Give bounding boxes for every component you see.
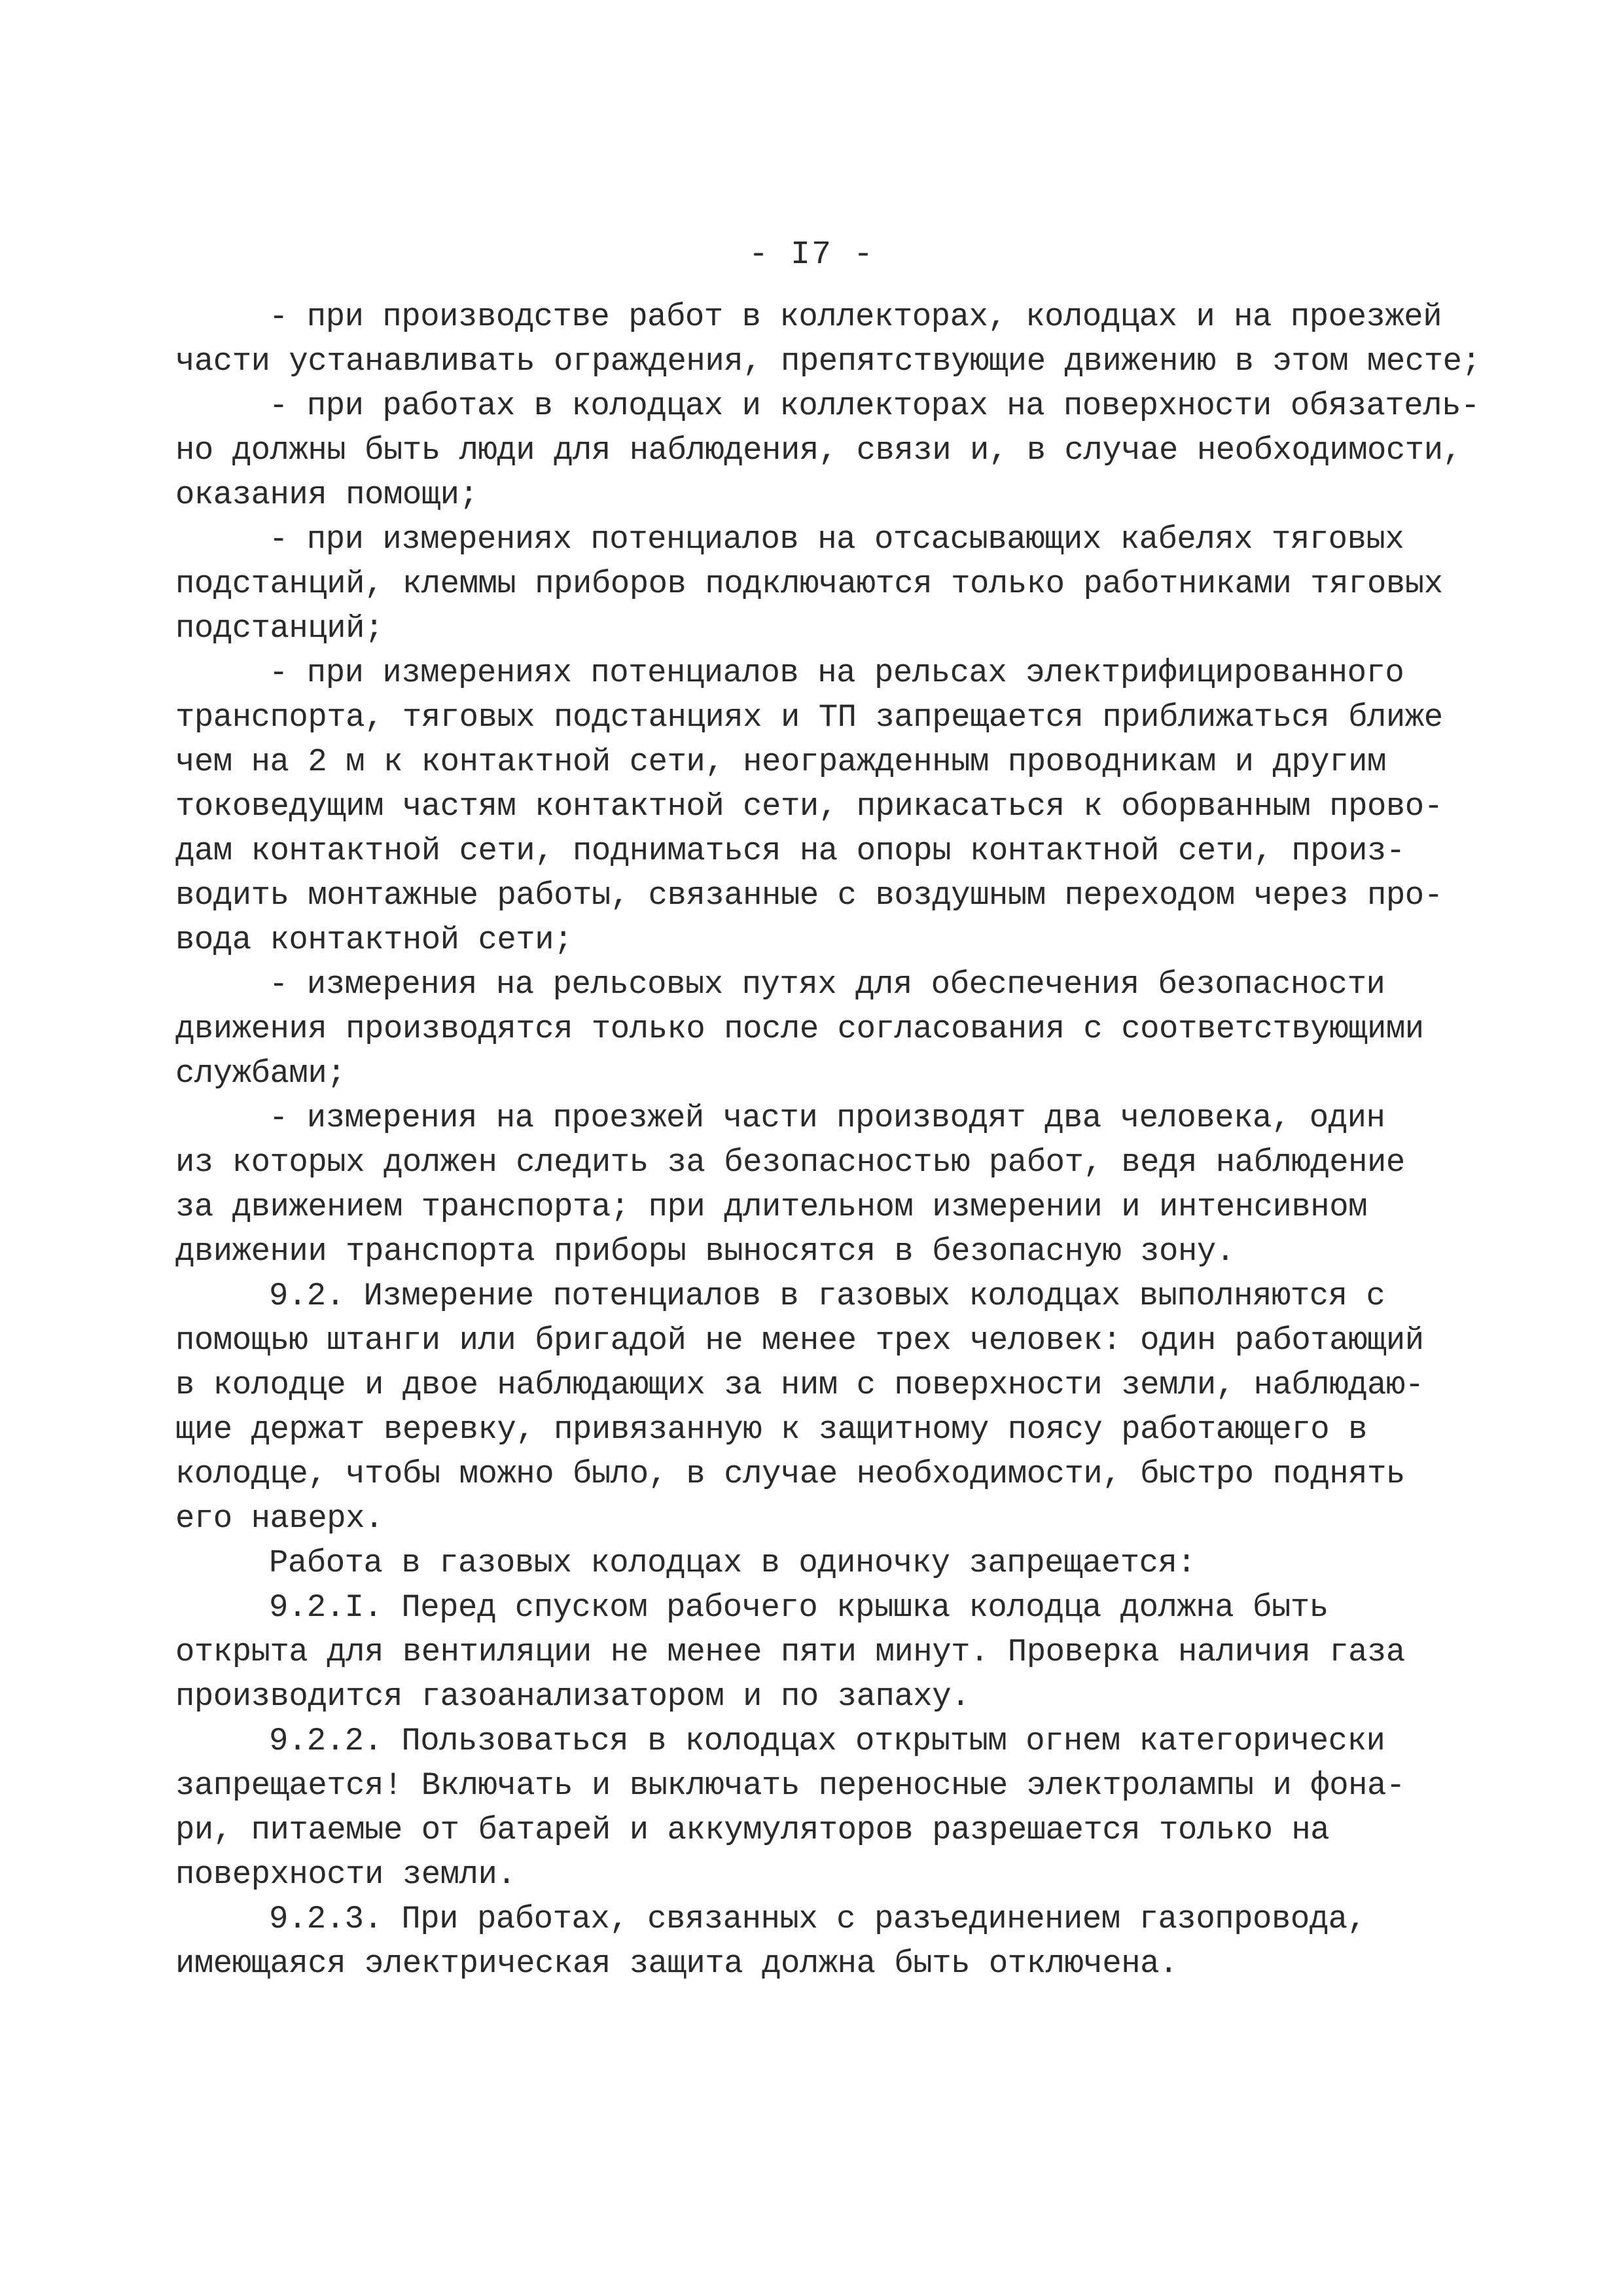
text-line: 9.2.2. Пользоваться в колодцах открытым огнем категорически: [269, 1723, 1385, 1759]
text-line: колодце, чтобы можно было, в случае необходимости, быстро поднять: [175, 1456, 1405, 1492]
text-line: движения производятся только после согласования с соответствующими: [175, 1011, 1424, 1047]
text-line: в колодце и двое наблюдающих за ним с поверхности земли, наблюдаю-: [175, 1367, 1424, 1403]
text-line: токоведущим частям контактной сети, прикасаться к оборванным прово-: [175, 788, 1443, 825]
text-line: - измерения на проезжей части производят два человека, один: [269, 1100, 1385, 1136]
text-line: части устанавливать ограждения, препятствующие движению в этом месте;: [175, 343, 1481, 380]
text-line: вода контактной сети;: [175, 922, 573, 958]
text-line: 9.2.I. Перед спуском рабочего крышка колодца должна быть: [269, 1589, 1329, 1626]
text-line: подстанций, клеммы приборов подключаются только работниками тяговых: [175, 565, 1443, 602]
text-line: щие держат веревку, привязанную к защитному поясу работающего в: [175, 1411, 1368, 1448]
text-line: Работа в газовых колодцах в одиночку запрещается:: [269, 1545, 1196, 1581]
text-line: водить монтажные работы, связанные с воздушным переходом через про-: [175, 877, 1443, 914]
text-line: - при измерениях потенциалов на отсасывающих кабелях тяговых: [269, 521, 1404, 558]
text-line: оказания помощи;: [175, 476, 478, 513]
text-line: производится газоанализатором и по запаху.: [175, 1678, 971, 1715]
text-line: дам контактной сети, подниматься на опоры контактной сети, произ-: [175, 833, 1405, 869]
text-line: движении транспорта приборы выносятся в безопасную зону.: [175, 1233, 1235, 1270]
body-text: [175, 295, 1481, 1986]
text-line: его наверх.: [175, 1500, 383, 1537]
page-number: - I7 -: [748, 236, 875, 274]
text-line: имеющаяся электрическая защита должна быть отключена.: [175, 1945, 1178, 1982]
text-line: подстанций;: [175, 610, 383, 647]
text-line: из которых должен следить за безопасностью работ, ведя наблюдение: [175, 1144, 1405, 1181]
text-line: помощью штанги или бригадой не менее трех человек: один работающий: [175, 1322, 1424, 1359]
text-line: запрещается! Включать и выключать переносные электролампы и фона-: [175, 1767, 1405, 1804]
text-line: но должны быть люди для наблюдения, связи и, в случае необходимости,: [175, 432, 1462, 469]
text-line: чем на 2 м к контактной сети, неогражденным проводникам и другим: [175, 744, 1386, 780]
text-line: за движением транспорта; при длительном измерении и интенсивном: [175, 1189, 1368, 1225]
text-line: 9.2. Измерение потенциалов в газовых колодцах выполняются с: [269, 1278, 1385, 1314]
text-line: службами;: [175, 1055, 346, 1092]
text-line: - при работах в колодцах и коллекторах на поверхности обязатель-: [269, 387, 1480, 424]
text-line: - при измерениях потенциалов на рельсах электрифицированного: [269, 655, 1404, 691]
text-line: ри, питаемые от батарей и аккумуляторов разрешается только на: [175, 1812, 1330, 1848]
text-line: - при производстве работ в коллекторах, колодцах и на проезжей: [269, 298, 1442, 335]
text-line: поверхности земли.: [175, 1856, 516, 1893]
text-line: - измерения на рельсовых путях для обеспечения безопасности: [269, 966, 1385, 1003]
text-line: открыта для вентиляции не менее пяти минут. Проверка наличия газа: [175, 1634, 1405, 1670]
text-line: 9.2.3. При работах, связанных с разъединением газопровода,: [269, 1901, 1366, 1937]
text-line: транспорта, тяговых подстанциях и ТП запрещается приближаться ближе: [175, 699, 1443, 736]
